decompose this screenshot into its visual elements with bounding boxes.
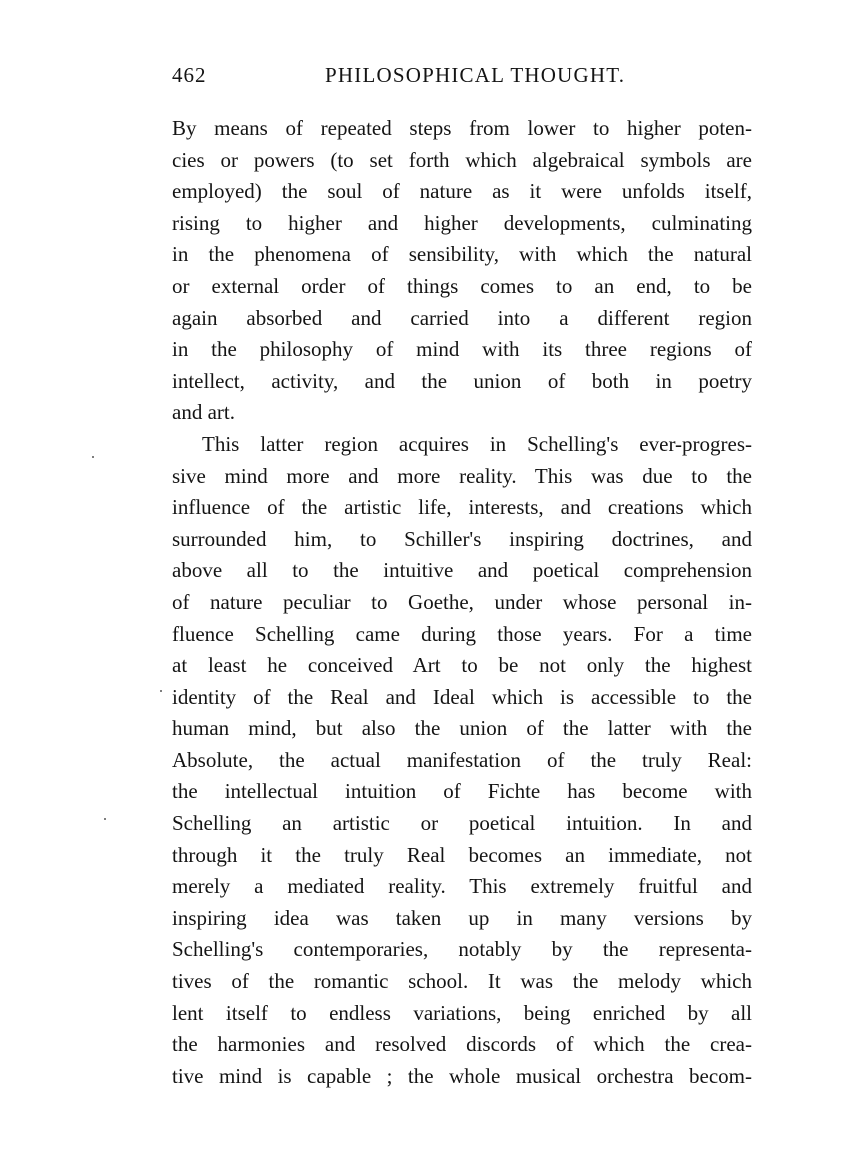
text-line: of nature peculiar to Goethe, under whose personal in- (172, 589, 752, 614)
body-text (172, 113, 752, 1092)
text-line: merely a mediated reality. This extremely fruitful and (172, 874, 752, 899)
text-line: Schelling's contemporaries, notably by the representa- (172, 937, 752, 962)
text-line: employed) the soul of nature as it were unfolds itself, (172, 179, 752, 204)
margin-speck (92, 456, 94, 458)
text-line: inspiring idea was taken up in many versions by (172, 905, 752, 930)
text-line: identity of the Real and Ideal which is accessible to the (172, 684, 752, 709)
running-head-title: PHILOSOPHICAL THOUGHT. (325, 63, 626, 87)
text-line: influence of the artistic life, interests, and creations which (172, 495, 752, 520)
page-number: 462 (172, 63, 207, 87)
text-line: sive mind more and more reality. This was due to the (172, 463, 752, 488)
text-line: cies or powers (to set forth which algebraical symbols are (172, 147, 752, 172)
margin-speck (104, 818, 106, 820)
text-line: Absolute, the actual manifestation of the truly Real: (172, 747, 752, 772)
text-line: at least he conceived Art to be not only the highest (172, 653, 752, 678)
text-line: rising to higher and higher developments, culminating (172, 210, 752, 235)
text-line: the intellectual intuition of Fichte has become with (172, 779, 752, 804)
text-line: human mind, but also the union of the latter with the (172, 716, 752, 741)
text-line: and art. (172, 400, 235, 425)
text-line: in the phenomena of sensibility, with which the natural (172, 242, 752, 267)
paragraph-1 (172, 113, 752, 429)
text-line: above all to the intuitive and poetical comprehension (172, 558, 752, 583)
text-line: fluence Schelling came during those years. For a time (172, 621, 752, 646)
text-line: By means of repeated steps from lower to higher poten- (172, 116, 752, 140)
text-line: surrounded him, to Schiller's inspiring doctrines, and (172, 526, 752, 551)
text-line: intellect, activity, and the union of both in poetry (172, 368, 752, 393)
text-line: lent itself to endless variations, being enriched by all (172, 1000, 752, 1025)
text-line: Schelling an artistic or poetical intuition. In and (172, 811, 752, 836)
text-line: through it the truly Real becomes an immediate, not (172, 842, 752, 867)
text-line: This latter region acquires in Schelling's ever-progres- (202, 431, 752, 456)
running-head (172, 60, 752, 90)
text-line: again absorbed and carried into a different region (172, 305, 752, 330)
margin-speck (160, 690, 162, 692)
text-line: tives of the romantic school. It was the melody which (172, 969, 752, 994)
text-line: in the philosophy of mind with its three regions of (172, 337, 752, 362)
text-line: tive mind is capable ; the whole musical orchestra becom- (172, 1063, 752, 1088)
text-line: the harmonies and resolved discords of which the crea- (172, 1032, 752, 1057)
text-line: or external order of things comes to an end, to be (172, 273, 752, 298)
paragraph-2 (172, 429, 752, 1092)
